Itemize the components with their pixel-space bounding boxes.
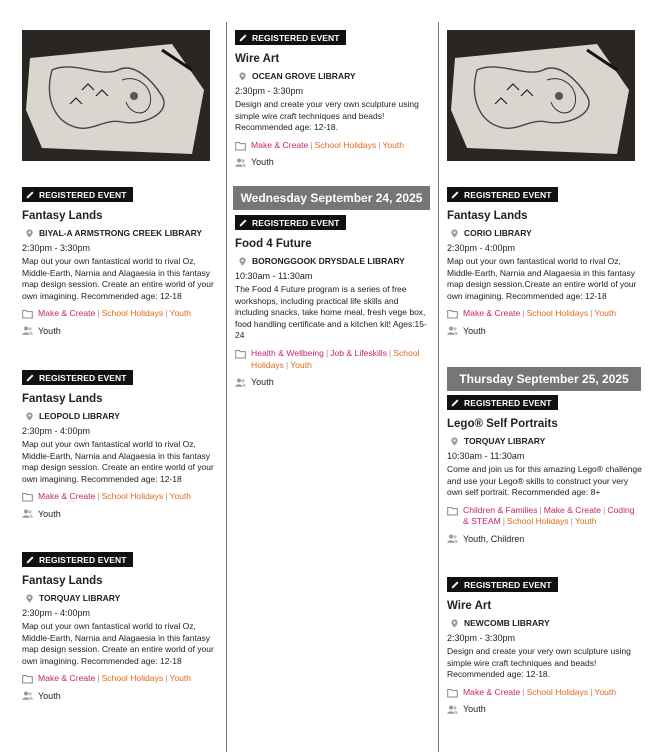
event-audience: Youth [447,704,647,714]
event-audience: Youth [22,509,222,519]
users-icon [447,705,458,714]
event-time: 10:30am - 11:30am [235,271,313,281]
category-link[interactable]: Make & Create [38,491,96,502]
category-link[interactable]: Make & Create [463,686,521,697]
event-title[interactable]: Lego® Self Portraits [447,418,558,430]
event-categories: Make & Create | School Holidays | Youth [22,673,222,685]
category-link[interactable]: Children & Families [463,504,538,515]
fantasy-map-photo [22,30,210,161]
category-link[interactable]: School Holidays [506,516,569,527]
event-location: TORQUAY LIBRARY [447,436,642,446]
event-card[interactable] [22,186,222,336]
event-card[interactable] [235,29,435,167]
registered-event-badge: REGISTERED EVENT [235,215,346,230]
column-divider-left [226,22,227,752]
location-pin-icon [450,619,459,628]
pencil-icon [451,190,460,199]
folder-icon [22,492,33,502]
event-description: Map out your own fantastical world to rival Oz, Middle-Earth, Narnia and Alagaesia in this fantasy map design session.Create an entire world of your own imagining. Recommended age: 12-18 [447,256,637,301]
category-link[interactable]: Youth [594,686,617,697]
event-description: Design and create your very own sculpture using simple wire craft techniques and beads! Recommended age: 12-18. [235,99,419,133]
event-title[interactable]: Wire Art [235,53,280,65]
category-link[interactable]: Make & Create [463,308,521,319]
fantasy-map-photo [447,30,635,161]
event-location: LEOPOLD LIBRARY [22,411,222,421]
event-description: The Food 4 Future program is a series of free workshops, including practical life skills and including snacks, take home meal, fresh vege box, food handling certificate and a kitchen kit! Ages:15-24 [235,284,427,341]
event-description: Map out your own fantastical world to rival Oz, Middle-Earth, Narnia and Alagaesia in this fantasy map design session. Create an entire world of your own imagining. Recommended age: 12-18 [22,256,214,301]
pencil-icon [239,218,248,227]
date-header-wednesday: Wednesday September 24, 2025 [233,186,430,210]
category-link[interactable]: School Holidays [526,686,589,697]
event-thumbnail-left[interactable] [22,30,210,161]
event-card[interactable] [22,369,222,519]
event-title[interactable]: Fantasy Lands [22,393,103,405]
event-title[interactable]: Fantasy Lands [22,210,103,222]
category-link[interactable]: Make & Create [251,139,309,150]
location-pin-icon [238,257,247,266]
event-time: 2:30pm - 4:00pm [447,243,516,253]
event-card[interactable] [447,186,647,336]
registered-event-badge: REGISTERED EVENT [447,187,558,202]
event-time: 10:30am - 11:30am [447,451,525,461]
event-title[interactable]: Fantasy Lands [22,575,103,587]
event-time: 2:30pm - 3:30pm [22,243,91,253]
folder-icon [235,141,246,151]
category-link[interactable]: Youth [169,491,192,502]
event-card[interactable] [447,576,647,714]
registered-event-badge: REGISTERED EVENT [22,552,133,567]
category-link[interactable]: School Holidays [101,491,164,502]
event-time: 2:30pm - 3:30pm [235,86,304,96]
registered-event-badge: REGISTERED EVENT [447,395,558,410]
event-card[interactable] [235,214,430,387]
event-description: Map out your own fantastical world to rival Oz, Middle-Earth, Narnia and Alagaesia in this fantasy map design session. Create an entire world of your own imagining. Recommended age: 12-18 [22,439,214,484]
category-link[interactable]: Job & Lifeskills [330,347,388,358]
category-link[interactable]: Youth [382,139,405,150]
category-link[interactable]: Health & Wellbeing [251,347,324,358]
folder-icon [447,506,458,516]
column-divider-right [438,22,439,752]
event-card[interactable] [22,551,222,701]
registered-event-badge: REGISTERED EVENT [235,30,346,45]
event-description: Map out your own fantastical world to rival Oz, Middle-Earth, Narnia and Alagaesia in this fantasy map design session. Create an entire world of your own imagining. Recommended age: 12-18 [22,621,214,666]
date-header-thursday: Thursday September 25, 2025 [447,367,641,391]
category-link[interactable]: Youth [290,359,312,370]
event-audience: Youth [235,157,435,167]
category-link[interactable]: Youth [169,308,192,319]
pencil-icon [239,33,248,42]
category-link[interactable]: School Holidays [101,308,164,319]
event-audience: Youth [235,377,430,387]
users-icon [22,691,33,700]
event-time: 2:30pm - 3:30pm [447,633,516,643]
event-categories: Make & Create | School Holidays | Youth [447,308,647,320]
folder-icon [22,674,33,684]
event-description: Design and create your very own sculpture using simple wire craft techniques and beads! Recommended age: 12-18. [447,646,631,680]
event-card[interactable] [447,394,642,544]
event-title[interactable]: Food 4 Future [235,238,312,250]
category-link[interactable]: Youth [169,673,192,684]
event-location: CORIO LIBRARY [447,228,647,238]
event-location: NEWCOMB LIBRARY [447,618,647,628]
pencil-icon [451,580,460,589]
event-thumbnail-right[interactable] [447,30,635,161]
users-icon [22,509,33,518]
event-categories: Make & Create | School Holidays | Youth [447,687,647,699]
event-title[interactable]: Fantasy Lands [447,210,528,222]
users-icon [235,158,246,167]
users-icon [447,534,458,543]
registered-event-badge: REGISTERED EVENT [22,370,133,385]
category-link[interactable]: Youth [574,516,597,527]
category-link[interactable]: Make & Create [38,308,96,319]
event-time: 2:30pm - 4:00pm [22,608,91,618]
location-pin-icon [25,412,34,421]
event-location: BIYAL-A ARMSTRONG CREEK LIBRARY [22,228,222,238]
category-link[interactable]: School Holidays [101,673,164,684]
folder-icon [447,688,458,698]
users-icon [447,326,458,335]
users-icon [22,326,33,335]
pencil-icon [26,190,35,199]
event-audience: Youth [22,691,222,701]
event-audience: Youth [22,326,222,336]
registered-event-badge: REGISTERED EVENT [447,577,558,592]
event-categories: Make & Create | School Holidays | Youth [22,491,222,503]
users-icon [235,378,246,387]
category-link[interactable]: School Holidays [526,308,589,319]
category-link[interactable]: Make & Create [38,673,96,684]
folder-icon [235,349,246,359]
event-description: Come and join us for this amazing Lego® challenge and use your Lego® skills to construct your very own self portrait. Recommended age: 8+ [447,464,642,498]
pencil-icon [26,373,35,382]
event-categories: Health & Wellbeing | Job & Lifeskills | School Holidays | Youth [235,348,430,371]
event-location: TORQUAY LIBRARY [22,593,222,603]
event-audience: Youth, Children [447,534,642,544]
pencil-icon [26,555,35,564]
pencil-icon [451,398,460,407]
folder-icon [447,309,458,319]
event-location: BORONGGOOK DRYSDALE LIBRARY [235,256,430,266]
location-pin-icon [238,72,247,81]
location-pin-icon [25,594,34,603]
category-link[interactable]: School Holidays [314,139,377,150]
category-link[interactable]: Youth [594,308,617,319]
folder-icon [22,309,33,319]
event-time: 2:30pm - 4:00pm [22,426,91,436]
location-pin-icon [450,437,459,446]
category-link[interactable]: Coding & STEAM [463,504,635,527]
event-categories: Make & Create | School Holidays | Youth [22,308,222,320]
event-categories: Make & Create | School Holidays | Youth [235,140,435,152]
registered-event-badge: REGISTERED EVENT [22,187,133,202]
event-categories: Children & Families | Make & Create | Coding & STEAM | School Holidays | Youth [447,505,642,528]
event-location: OCEAN GROVE LIBRARY [235,71,435,81]
event-audience: Youth [447,326,647,336]
event-title[interactable]: Wire Art [447,600,492,612]
category-link[interactable]: Make & Create [543,504,602,515]
location-pin-icon [25,229,34,238]
location-pin-icon [450,229,459,238]
category-link[interactable]: School Holidays [251,347,420,370]
